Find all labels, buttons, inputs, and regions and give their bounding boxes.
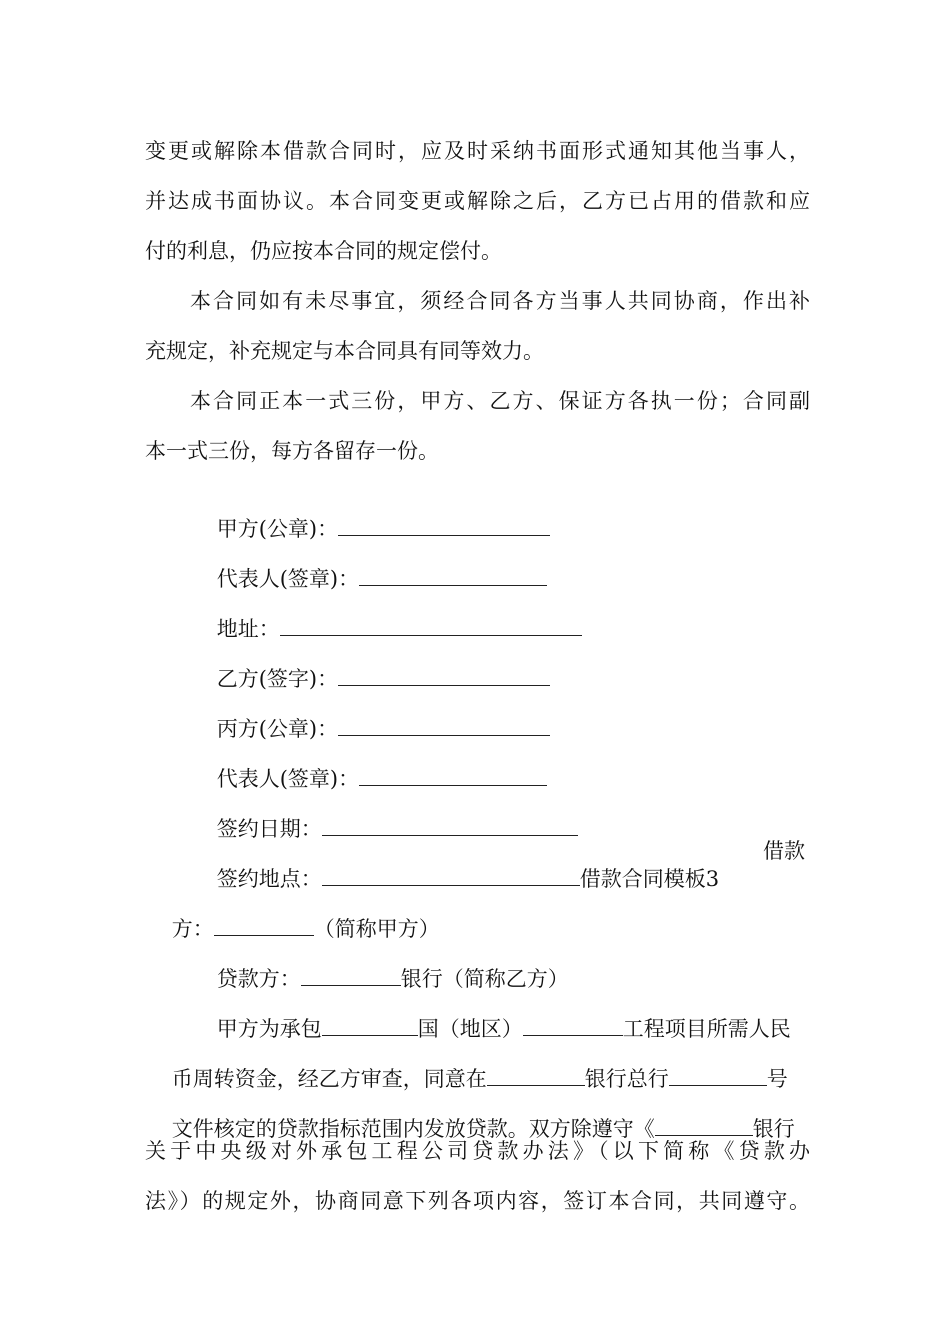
text-segment: 银行总行	[584, 1067, 669, 1091]
text-segment: 银行	[752, 1117, 795, 1141]
party-c-rep-label: 代表人(签章)：	[216, 767, 360, 791]
party-a-label: 甲方(公章)：	[216, 517, 339, 541]
party-b-label: 乙方(签字)：	[216, 667, 339, 691]
party-a-rep-label: 代表人(签章)：	[216, 567, 360, 591]
text-segment: 币周转资金，经乙方审查，同意在	[171, 1067, 487, 1091]
lender-suffix: 银行（简称乙方）	[400, 967, 569, 991]
paragraph-2-line-2: 充规定，补充规定与本合同具有同等效力。	[145, 339, 544, 363]
address-blank[interactable]	[280, 615, 582, 636]
sign-date-label: 签约日期：	[216, 817, 322, 841]
borrower-blank[interactable]	[214, 915, 314, 936]
party-c-label: 丙方(公章)：	[216, 717, 339, 741]
party-a-rep-blank[interactable]	[359, 565, 547, 586]
bank-name-blank[interactable]	[655, 1115, 753, 1136]
address-label: 地址：	[216, 617, 280, 641]
sign-place-label: 签约地点：	[216, 867, 322, 891]
paragraph-1-line-2: 并达成书面协议。本合同变更或解除之后，乙方已占用的借款和应	[145, 189, 810, 213]
party-b-blank[interactable]	[338, 665, 550, 686]
paragraph-4-line-5: 法》）的规定外，协商同意下列各项内容，签订本合同，共同遵守。	[145, 1189, 810, 1213]
text-segment: 国（地区）	[417, 1017, 523, 1041]
lender-label: 贷款方：	[216, 967, 301, 991]
paragraph-3-line-2: 本一式三份，每方各留存一份。	[145, 439, 439, 463]
party-c-blank[interactable]	[338, 715, 550, 736]
paragraph-2-line-1: 本合同如有未尽事宜，须经合同各方当事人共同协商，作出补	[190, 289, 810, 313]
paragraph-4-line-4: 关于中央级对外承包工程公司贷款办法》（以下简称《贷款办	[145, 1139, 810, 1163]
bank-blank[interactable]	[487, 1065, 585, 1086]
country-blank[interactable]	[322, 1015, 418, 1036]
text-segment: 文件核定的贷款指标范围内发放贷款。双方除遵守《	[171, 1117, 655, 1141]
borrower-label-a: 借款	[763, 839, 805, 863]
paragraph-1-line-3: 付的利息，仍应按本合同的规定偿付。	[145, 239, 502, 263]
paragraph-3-line-1: 本合同正本一式三份，甲方、乙方、保证方各执一份；合同副	[190, 389, 810, 413]
project-blank[interactable]	[523, 1015, 623, 1036]
borrower-label-b: 方：	[171, 917, 214, 941]
text-segment: 甲方为承包	[216, 1017, 322, 1041]
paragraph-1-line-1: 变更或解除本借款合同时，应及时采纳书面形式通知其他当事人，	[145, 139, 810, 163]
sign-place-blank[interactable]	[322, 865, 580, 886]
document-number-blank[interactable]	[669, 1065, 767, 1086]
lender-blank[interactable]	[301, 965, 401, 986]
text-segment: 号	[766, 1067, 788, 1091]
borrower-suffix: （简称甲方）	[313, 917, 440, 941]
party-a-blank[interactable]	[338, 515, 550, 536]
template-3-title: 借款合同模板3	[579, 867, 720, 891]
text-segment: 工程项目所需人民	[622, 1017, 791, 1041]
sign-date-blank[interactable]	[322, 815, 578, 836]
party-c-rep-blank[interactable]	[359, 765, 547, 786]
